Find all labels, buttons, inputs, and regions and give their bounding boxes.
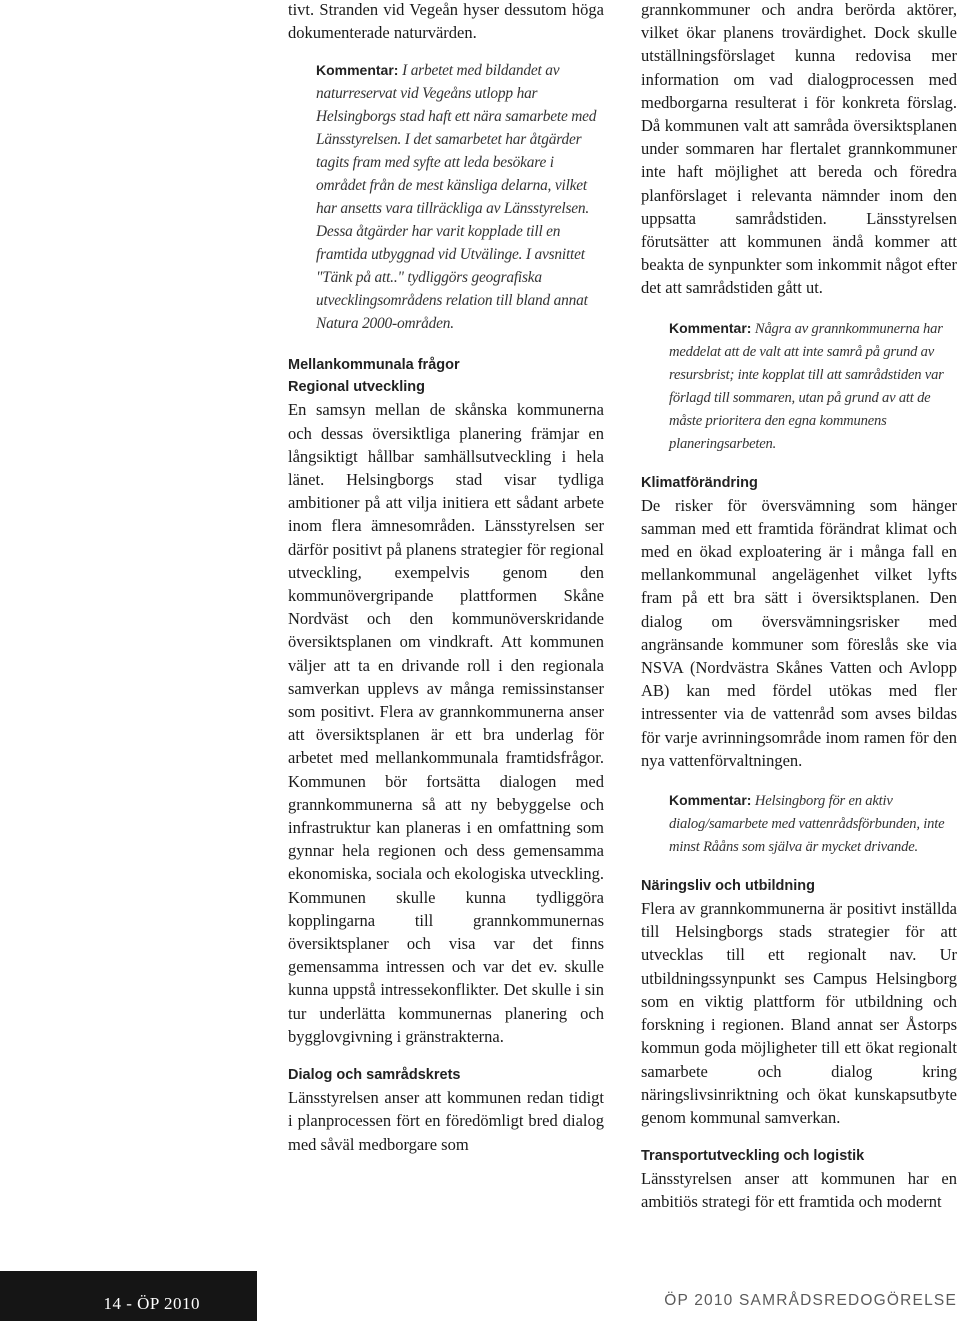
klimat-paragraph: De risker för översvämning som hänger samman med ett framtida förändrat klimat och med en ökad exploatering är i många fall en mellankommunal angelägenhet vilket lyfts fram på ett bra sätt i översiktsplanen. Den dialog om översvämningsrisker med angränsande kommuner som föreslås ske via NSVA (Nordvästra Skånes Vatten och Avlopp AB) kan med fördel utökas med fler intressenter via de vattenråd som avses bildas för varje avrinningsområde inom ramen för den nya vattenförvaltningen. — [641, 495, 957, 770]
subheading-regional: Regional utveckling — [288, 379, 425, 396]
intro-paragraph: tivt. Stranden vid Vegeån hyser dessutom höga dokumenterade naturvärden. — [288, 0, 604, 43]
comment-label: Kommentar: — [669, 792, 752, 809]
intro-paragraph: grannkommuner och andra berörda aktörer, vilket ökar planens trovärdighet. Dock skulle utställningsförslaget kunna redovisa mer information om vad dialogprocessen med medborgarna resulterat i för konkreta förslag. Då kommunen valt att samråda översiktsplanen under sommaren har flertalet grannkommuner inte haft möjlighet att bereda och föredra planförslaget i relevanta nämnder inom den uppsatta samrådstiden. Länsstyrelsen förutsätter att kommunen ändå kommer att beakta de synpunkter som inkommit något efter det att samrådstiden gått ut. — [641, 0, 957, 298]
comment-block — [288, 59, 604, 335]
right-column — [641, 0, 957, 1214]
dialog-paragraph: Länsstyrelsen anser att kommunen redan tidigt i planprocessen fört en föredömligt bred dialog med såväl medborgare som — [288, 1088, 604, 1154]
comment-text: Helsingborg för en aktiv dialog/samarbete med vattenrådsförbunden, inte minst Rååns som själva är mycket drivande. — [669, 793, 945, 856]
heading-naring: Näringsliv och utbildning — [641, 878, 815, 895]
comment-label: Kommentar: — [316, 62, 399, 79]
comment-text: Några av grannkommunerna har meddelat att de valt att inte samrå på grund av resursbrist; inte kopplat till att samrådstiden var förlagd till sommaren, utan på grund av att de måste prioritera den egna kommunens planeringsarbeten. — [669, 320, 944, 452]
naring-paragraph: Flera av grannkommunerna är positivt inställda till Helsingborgs stads strategier för att utvecklas till ett regionalt nav. Ur utbildningssynpunkt ses Campus Helsingborg som en viktig plattform för utbildning och forskning i regionen. Bland annat ser Åstorps kommun goda möjligheter till ett ökat regionalt samarbete och dialog kring näringslivsinriktning och ökat kunskapsutbyte genom kommunal samverkan. — [641, 899, 957, 1127]
heading-transport: Transportutveckling och logistik — [641, 1148, 865, 1165]
page-number: 14 - ÖP 2010 — [103, 1294, 200, 1313]
footer-page-tab — [0, 1271, 257, 1321]
comment-text: I arbetet med bildandet av naturreservat vid Vegeåns utlopp har Helsingborgs stad haft ett nära samarbete med Länsstyrelsen. I det samarbetet har åtgärder tagits fram med syfte att leda besökare i området från de mest känsliga delarna, vilket har ansetts vara tillräckliga av Länsstyrelsen. Dessa åtgärder har varit kopplade till en framtida utbyggnad vid Utvälinge. I avsnittet "Tänk på att.." tydliggörs geografiska utvecklingsområdens relation till bland annat Natura 2000-områden. — [316, 62, 597, 333]
transport-paragraph: Länsstyrelsen anser att kommunen har en ambitiös strategi för ett framtida och modernt — [641, 1169, 957, 1212]
comment-block — [641, 317, 957, 456]
section-heading: Mellankommunala frågor — [288, 357, 460, 374]
comment-block — [641, 789, 957, 859]
comment-label: Kommentar: — [669, 319, 752, 336]
heading-klimat: Klimatförändring — [641, 474, 758, 491]
footer-document-title: ÖP 2010 SAMRÅDSREDOGÖRELSE — [664, 1292, 957, 1309]
left-column — [288, 0, 604, 1156]
regional-paragraph: En samsyn mellan de skånska kommunerna och dessas översiktliga planering främjar en långsiktigt hållbar samhällsutveckling i hela länet. Helsingborgs stad visar tydliga ambitioner på att vilja initiera ett sådant arbete inom flera ämnesområden. Länsstyrelsen ser därför positivt på planens strategier för regional utveckling, exempelvis genom den kommunövergripande plattformen Skåne Nordväst och den kommunöverskridande översiktsplanen om vindkraft. Att kommunen väljer att ta en drivande roll i den regionala samverkan upplevs av många remissinstanser som positivt. Flera av grannkommunerna anser att översiktsplanen är ett bra underlag för arbetet med mellankommunala framtidsfrågor. Kommunen bör fortsätta dialogen med grannkommunerna så att ny bebyggelse och infrastruktur kan planeras i en omfattning som gynnar hela regionen och dess gemensamma ekonomiska, sociala och ekologiska utveckling. Kommunen skulle kunna tydliggöra kopplingarna till grannkommunernas översiktsplaner och visa var det finns gemensamma intressen och var det ev. skulle kunna uppstå intressekonflikter. Det skulle i sin tur underlätta kommunernas planering och bygglovgivning i gränstrakterna. — [288, 400, 604, 1046]
subheading-dialog: Dialog och samrådskrets — [288, 1067, 461, 1084]
